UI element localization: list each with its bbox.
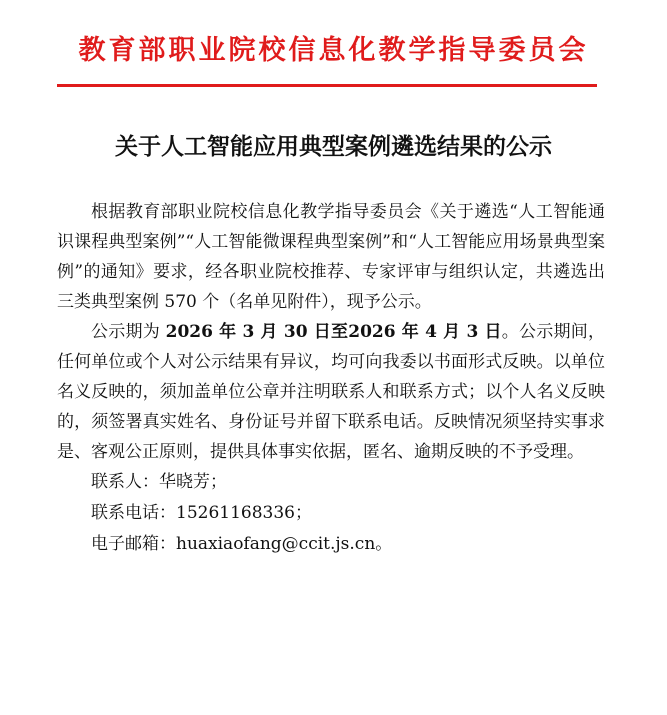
period-start-date: 2026 年 3 月 30 日	[165, 322, 331, 342]
contact-phone: 联系电话：15261168336；	[91, 503, 312, 523]
issuing-organization-title: 教育部职业院校信息化教学指导委员会	[78, 35, 589, 66]
contact-email: 电子邮箱：huaxiaofang@ccit.js.cn。	[91, 534, 393, 554]
paragraph-selection-result: 根据教育部职业院校信息化教学指导委员会《关于遴选“人工智能通识课程典型案例”“人工智能微课程典型案例”和“人工智能应用场景典型案例”的通知》要求，经各职业院校推荐、专家评审与组织认定，共遴选出三类典型案例 570 个（名单见附件），现予公示。	[57, 202, 605, 312]
period-prefix: 公示期为	[91, 322, 166, 342]
contact-person: 联系人：华晓芳；	[91, 472, 227, 492]
period-suffix: 。公示期间，任何单位或个人对公示结果有异议，均可向我委以书面形式反映。以单位名义反映的，须加盖单位公章并注明联系人和联系方式；以个人名义反映的，须签署真实姓名、身份证号并留下联系电话。反映情况须坚持实事求是、客观公正原则，提供具体事实依据，匿名、逾期反映的不予受理。	[57, 322, 606, 462]
header-red-rule	[57, 84, 597, 87]
document-title: 关于人工智能应用典型案例遴选结果的公示	[115, 133, 552, 160]
paragraph-publicity-period	[57, 317, 605, 467]
document-body	[57, 197, 605, 560]
period-connector: 至	[331, 322, 349, 342]
period-end-date: 2026 年 4 月 3 日	[348, 322, 502, 342]
